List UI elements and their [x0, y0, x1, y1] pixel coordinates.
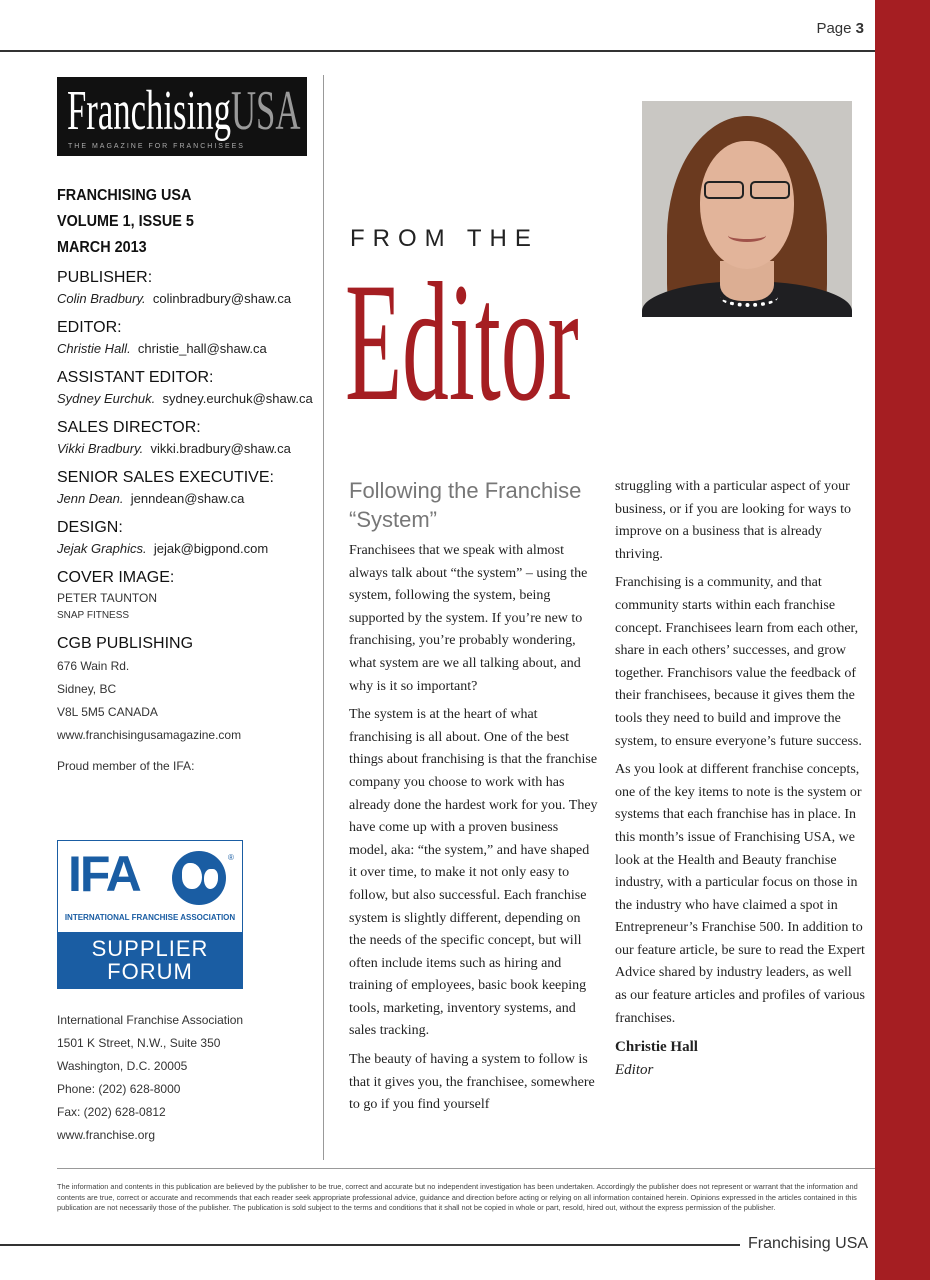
page-number-value: 3	[855, 20, 864, 37]
masthead-date: MARCH 2013	[57, 239, 147, 256]
ifa-subtitle: INTERNATIONAL FRANCHISE ASSOCIATION	[64, 913, 236, 922]
publishing-address-2: Sidney, BC	[57, 682, 117, 696]
person-editor: Christie Hall. christie_hall@shaw.ca	[57, 341, 267, 356]
article-paragraph: The system is at the heart of what franchising is all about. One of the best things about franchising is that the franchise company you choose to work with has already done the hardest work for you. They have come up with a proven business model, aka: “the system,” and have shaped it over time, to make it not only easy to follow, but also successful. Each franchise system is slightly different, depending on the needs of the specific concept, but will often include items such as hiring and training of employees, basic book keeping tools, marketing, inventory systems, and sales tracking.	[349, 707, 598, 1039]
logo-usa-text: USA	[230, 80, 301, 142]
cover-org: SNAP FITNESS	[57, 610, 130, 621]
logo-main-text: Franchising	[67, 80, 231, 142]
role-design: DESIGN:	[57, 519, 123, 536]
globe-icon	[172, 851, 226, 905]
role-publisher: PUBLISHER:	[57, 269, 153, 286]
person-design: Jejak Graphics. jejak@bigpond.com	[57, 541, 269, 556]
editor-heading: Editor	[345, 248, 579, 436]
supplier-forum-band	[58, 932, 242, 988]
photo-smile	[728, 229, 766, 242]
article-paragraph: struggling with a particular aspect of your business, or if you are looking for ways to improve on a business that is already thriving.	[615, 479, 852, 562]
article-paragraph: Franchisees that we speak with almost always talk about “the system” – using the system, following the system, being supported by the system. If you’re new to franchising, you’re probably wondering, what system are we all talking about, and why is it so important?	[349, 543, 588, 694]
article-paragraph: The beauty of having a system to follow is that it gives you, the franchisee, somewhere to go if you find yourself	[349, 1052, 595, 1113]
photo-glasses	[702, 181, 792, 197]
signature-role: Editor	[615, 1061, 654, 1078]
article-paragraph: As you look at different franchise concepts, one of the key items to note is the system or systems that each franchise has in place. In this month’s issue of Franchising USA, we look at the Health and Beauty franchise industry, with a particular focus on those in the industry who have claimed a spot in Entrepreneur’s Franchise 500. In addition to our feature article, be sure to read the Expert Advice shared by industry leaders, as well as our feature articles and profiles of various franchises.	[615, 762, 865, 1026]
article-headline: Following the Franchise “System”	[349, 478, 582, 532]
masthead-volume: VOLUME 1, ISSUE 5	[57, 213, 194, 230]
footer-rule	[0, 1244, 740, 1246]
role-assistant-editor: ASSISTANT EDITOR:	[57, 369, 214, 386]
registered-mark: ®	[228, 853, 234, 862]
ifa-contact-street: 1501 K Street, N.W., Suite 350	[57, 1036, 221, 1050]
red-side-bar	[875, 0, 930, 1280]
masthead	[57, 183, 317, 773]
article-column-2	[615, 476, 865, 1081]
top-rule	[0, 50, 875, 52]
role-senior-sales: SENIOR SALES EXECUTIVE:	[57, 469, 274, 486]
email-link[interactable]: colinbradbury@shaw.ca	[152, 291, 292, 306]
photo-pearls	[720, 287, 778, 307]
editor-photo	[642, 101, 852, 317]
footer-brand: Franchising USA	[748, 1235, 869, 1252]
publishing-name: CGB PUBLISHING	[57, 635, 194, 652]
ifa-contact-phone: Phone: (202) 628-8000	[57, 1082, 181, 1096]
email-link[interactable]: christie_hall@shaw.ca	[137, 341, 267, 356]
page-number	[816, 20, 864, 37]
publishing-address-3: V8L 5M5 CANADA	[57, 705, 158, 719]
ifa-website-link[interactable]: www.franchise.org	[57, 1128, 156, 1142]
person-sales-director: Vikki Bradbury. vikki.bradbury@shaw.ca	[57, 441, 291, 456]
photo-face	[700, 141, 794, 269]
role-cover-image: COVER IMAGE:	[57, 569, 175, 586]
person-publisher: Colin Bradbury. colinbradbury@shaw.ca	[57, 291, 292, 306]
band-line-1: SUPPLIER	[91, 936, 209, 961]
email-link[interactable]: jejak@bigpond.com	[153, 541, 269, 556]
logo-tagline: THE MAGAZINE FOR FRANCHISEES	[68, 143, 245, 150]
publishing-website-link[interactable]: www.franchisingusamagazine.com	[57, 728, 242, 742]
ifa-supplier-forum-logo	[57, 840, 243, 989]
ifa-member-label: Proud member of the IFA:	[57, 759, 195, 773]
franchising-usa-logo	[57, 77, 307, 156]
role-editor: EDITOR:	[57, 319, 122, 336]
ifa-contact-city: Washington, D.C. 20005	[57, 1059, 188, 1073]
disclaimer: The information and contents in this publication are believed by the publisher to be true, correct and accurate but no independent investigation has been undertaken. Accordingly the publisher does not represent or warrant that the information and contents are true, correct or accurate and recommends that each reader seek appropriate professional advice, guidance and direction before acting or relying on all information contained herein. Opinions expressed in the articles contained in this publication are not necessarily those of the publisher. The publication is sold subject to the terms and conditions that it shall not be copied in whole or part, resold, hired out, without the express permission of the publisher.	[57, 1182, 858, 1212]
person-assistant-editor: Sydney Eurchuk. sydney.eurchuk@shaw.ca	[57, 391, 313, 406]
ifa-contact-fax: Fax: (202) 628-0812	[57, 1105, 166, 1119]
page-label: Page	[816, 20, 852, 37]
band-line-2: FORUM	[107, 959, 193, 984]
ifa-contact-name: International Franchise Association	[57, 1013, 244, 1027]
masthead-title: FRANCHISING USA	[57, 187, 192, 204]
person-senior-sales: Jenn Dean. jenndean@shaw.ca	[57, 491, 245, 506]
column-divider	[323, 75, 324, 1160]
from-the-heading: FROM THE	[350, 225, 539, 252]
cover-person: PETER TAUNTON	[57, 591, 158, 605]
article-column-1	[349, 476, 599, 1123]
ifa-contact	[57, 1009, 317, 1147]
ifa-letters: IFA	[68, 846, 140, 902]
bottom-rule	[57, 1168, 875, 1169]
email-link[interactable]: vikki.bradbury@shaw.ca	[150, 441, 291, 456]
role-sales-director: SALES DIRECTOR:	[57, 419, 201, 436]
article-paragraph: Franchising is a community, and that community starts within each franchise concept. Franchisees learn from each other, share in each others’ successes, and grow together. Franchisors value the feedback of their franchisees, because it gives them the tools they need to build and improve the system, to ensure everyone’s future success.	[615, 575, 862, 749]
email-link[interactable]: sydney.eurchuk@shaw.ca	[162, 391, 313, 406]
signature-name: Christie Hall	[615, 1039, 698, 1056]
email-link[interactable]: jenndean@shaw.ca	[130, 491, 245, 506]
publishing-address-1: 676 Wain Rd.	[57, 659, 130, 673]
